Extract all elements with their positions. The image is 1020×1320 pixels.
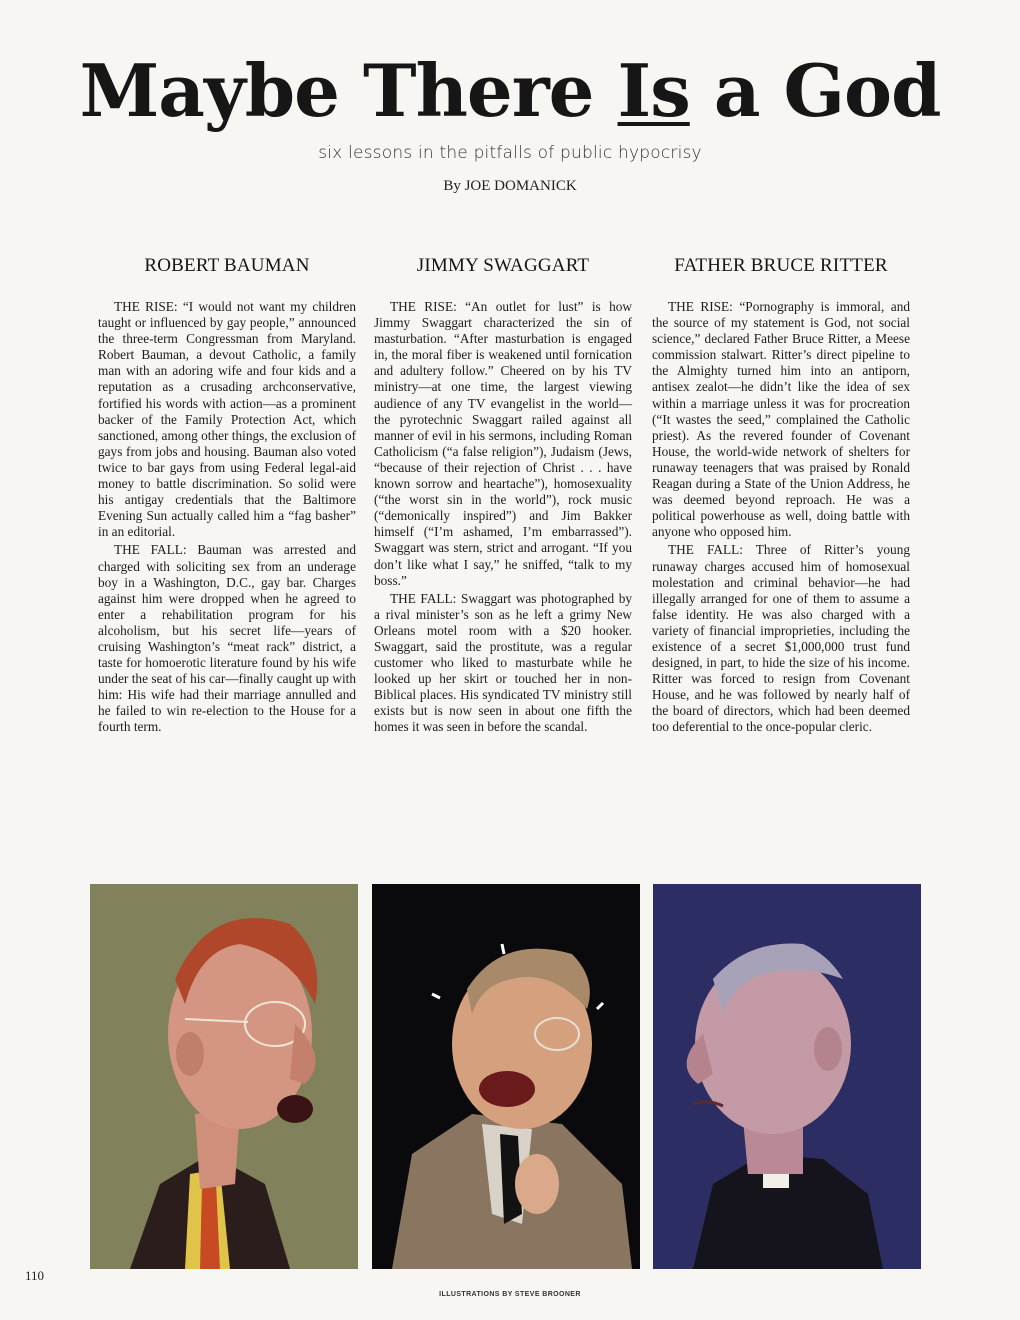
- page-number: 110: [25, 1268, 45, 1283]
- caricature-bauman: [90, 884, 358, 1269]
- title-part-1: Maybe There: [79, 48, 618, 133]
- column-swaggart: [374, 255, 632, 738]
- column-bauman: [98, 255, 356, 738]
- fall-paragraph: THE FALL: Three of Ritter’s young runaway charges accused him of homosexual molestation and criminal behavior—he had illegally arranged for one of them to assume a false identity. He was also charged with a variety of financial improprieties, including the existence of a secret $1,000,000 trust fund designed, in part, to hide the size of his income. Ritter was forced to resign from Covenant House, and he was followed by nearly half of the board of directors, which had been deemed too deferential to the once-popular cleric.: [652, 542, 910, 735]
- column-ritter: [652, 255, 910, 738]
- title-emphasis: Is: [617, 48, 690, 133]
- title-part-2: a God: [689, 48, 941, 133]
- article-title: [0, 48, 1020, 134]
- column-heading: JIMMY SWAGGART: [416, 255, 590, 276]
- caricature-ritter: [653, 884, 921, 1269]
- column-heading: ROBERT BAUMAN: [144, 255, 310, 276]
- rise-paragraph: THE RISE: “An outlet for lust” is how Jimmy Swaggart characterized the sin of masturbation. “After masturbation is engaged in, the moral fiber is weakened until fornication and adultery follow.” Cheered on by his TV ministry—at one time, the largest viewing audience of any TV evangelist in the world—the pyrotechnic Swaggart railed against all manner of evil in his sermons, including Roman Catholicism (“a false religion”), Judaism (Jews, “because of their rejection of Christ . . . have known sorrow and heartache”), homosexuality (“the worst sin in the world”), rock music (“demonically inspired”) and Jim Bakker himself (“I’m ashamed, I’m embarrassed”). Swaggart was stern, strict and arrogant. “If you don’t like what I say,” he sniffed, “talk to my boss.”: [374, 299, 632, 588]
- illustration-bauman: [90, 884, 358, 1269]
- column-heading: FATHER BRUCE RITTER: [674, 255, 888, 276]
- illustration-ritter: [653, 884, 921, 1269]
- article-subtitle: six lessons in the pitfalls of public hypocrisy: [318, 143, 702, 163]
- caricature-swaggart: [372, 884, 640, 1269]
- illustration-swaggart: [372, 884, 640, 1269]
- rise-paragraph: THE RISE: “I would not want my children taught or influenced by gay people,” announced the three-term Congressman from Maryland. Robert Bauman, a devout Catholic, a family man with an adoring wife and four kids and a reputation as a crusading archconservative, fortified his words with action—as a prominent backer of the Family Protection Act, which sanctioned, among other things, the exclusion of gays from jobs and housing. Bauman also voted twice to bar gays from using Federal legal-aid money to battle discrimination. So solid were his antigay credentials that the Baltimore Evening Sun actually called him a “fag basher” in an editorial.: [98, 299, 356, 540]
- fall-paragraph: THE FALL: Bauman was arrested and charged with soliciting sex from an underage boy in a Washington, D.C., gay bar. Charges against him were dropped when he agreed to enter a rehabilitation program for his alcoholism, but his secret life—years of cruising Washington’s “meat rack” district, a taste for homoerotic literature found by his wife under the seat of his car—finally caught up with him: His wife had their marriage annulled and he failed to win re-election to the House for a fourth term.: [98, 542, 356, 735]
- rise-paragraph: THE RISE: “Pornography is immoral, and the source of my statement is God, not social science,” declared Father Bruce Ritter, a Meese commission stalwart. Ritter’s direct pipeline to the Almighty turned him into an antiporn, antisex zealot—he didn’t like the idea of sex within a marriage unless it was for procreation (“It wastes the seed,” complained the Catholic priest). As the revered founder of Covenant House, the world-wide network of shelters for runaway teenagers that was praised by Ronald Reagan during a State of the Union Address, he was deemed beyond reproach. He was a political powerhouse as well, doing battle with anyone who opposed him.: [652, 299, 910, 540]
- fall-paragraph: THE FALL: Swaggart was photographed by a rival minister’s son as he left a grimy New Orleans motel room with a $20 hooker. Swaggart, said the prostitute, was a regular customer who liked to masturbate while he looked up her skirt or touched her in non-Biblical places. His syndicated TV ministry still exists but is now seen in about one fifth the homes it was seen in before the scandal.: [374, 590, 632, 735]
- illustration-credit: ILLUSTRATIONS BY STEVE BROONER: [439, 1291, 581, 1298]
- byline: By JOE DOMANICK: [443, 178, 577, 194]
